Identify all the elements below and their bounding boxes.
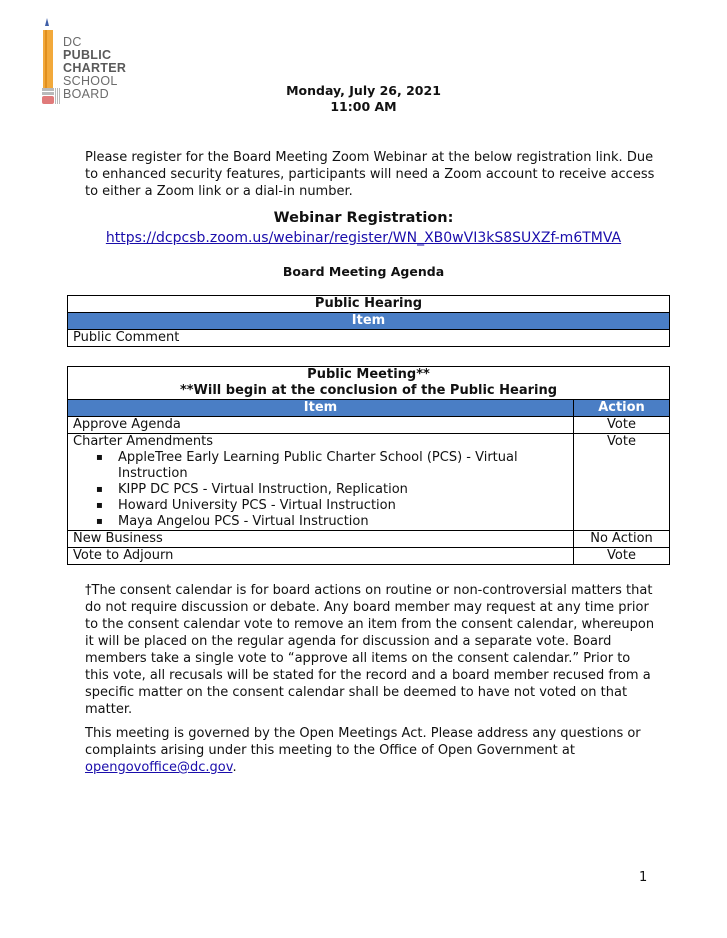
row-action: Vote [574, 417, 670, 434]
open-meetings-paragraph [85, 725, 657, 776]
row-action: Vote [574, 548, 670, 565]
table-row [68, 417, 670, 434]
public-hearing-table [67, 295, 670, 347]
item-column-header: Item [68, 400, 574, 417]
row-item: New Business [68, 531, 574, 548]
row-item-cell [68, 434, 574, 531]
consent-calendar-note: †The consent calendar is for board actions on routine or non-controversial matters that do not require discussion or debate. Any board member may request at any time prior to the consent calendar vote to remove an item from the consent calendar, whereupon it will be placed on the regular agenda for discussion and a separate vote. Board members take a single vote to “approve all items on the consent calendar.” Prior to this vote, all recusals will be stated for the record and a board member recused from a specific matter on the consent calendar shall be deemed to have not voted on that matter. [85, 583, 655, 717]
public-hearing-title: Public Hearing [68, 296, 670, 313]
logo-line: SCHOOL [63, 74, 118, 88]
logo-line: CHARTER [63, 61, 127, 75]
action-column-header: Action [574, 400, 670, 417]
table-row [68, 531, 670, 548]
item-column-header: Item [68, 313, 670, 330]
agenda-heading: Board Meeting Agenda [282, 264, 445, 279]
row-item: Approve Agenda [68, 417, 574, 434]
row-item: Charter Amendments [73, 434, 214, 449]
charter-amendment-list [73, 450, 568, 530]
logo-line: DC [63, 35, 82, 49]
public-meeting-table [67, 366, 670, 565]
public-meeting-subtitle: **Will begin at the conclusion of the Public Hearing [179, 383, 558, 398]
list-item: ▪ AppleTree Early Learning Public Charter School (PCS) - Virtual Instruction [118, 450, 568, 482]
public-meeting-title: Public Meeting** [307, 367, 430, 382]
list-item: ▪ Maya Angelou PCS - Virtual Instruction [118, 514, 568, 530]
webinar-heading: Webinar Registration: [273, 210, 454, 226]
row-item: Vote to Adjourn [68, 548, 574, 565]
meeting-date: Monday, July 26, 2021 [286, 83, 441, 98]
open-government-email-link[interactable]: opengovoffice@dc.gov [85, 760, 233, 775]
page-number: 1 [639, 870, 648, 885]
logo-line: BOARD [63, 87, 109, 101]
row-action: No Action [574, 531, 670, 548]
open-meetings-suffix: . [232, 760, 237, 775]
row-action: Vote [574, 434, 670, 531]
logo-line: PUBLIC [63, 48, 112, 62]
table-row: Public Comment [68, 330, 670, 347]
meeting-time: 11:00 AM [330, 99, 397, 114]
intro-paragraph: Please register for the Board Meeting Zoom Webinar at the below registration link. Due to enhanced security features, participants will need a Zoom account to receive access to either a Zoom link or a dial-in number. [85, 150, 655, 199]
public-meeting-title-cell [68, 367, 670, 400]
list-item: ▪ KIPP DC PCS - Virtual Instruction, Replication [118, 482, 568, 498]
open-meetings-text: This meeting is governed by the Open Meetings Act. Please address any questions or complaints arising under this meeting to the Office of Open Government at [85, 726, 641, 758]
webinar-registration-link[interactable]: https://dcpcsb.zoom.us/webinar/register/WN_XB0wVI3kS8SUXZf-m6TMVA [105, 230, 622, 246]
table-row [68, 548, 670, 565]
table-row [68, 434, 670, 531]
list-item: ▪ Howard University PCS - Virtual Instruction [118, 498, 568, 514]
meeting-datetime [0, 83, 727, 115]
